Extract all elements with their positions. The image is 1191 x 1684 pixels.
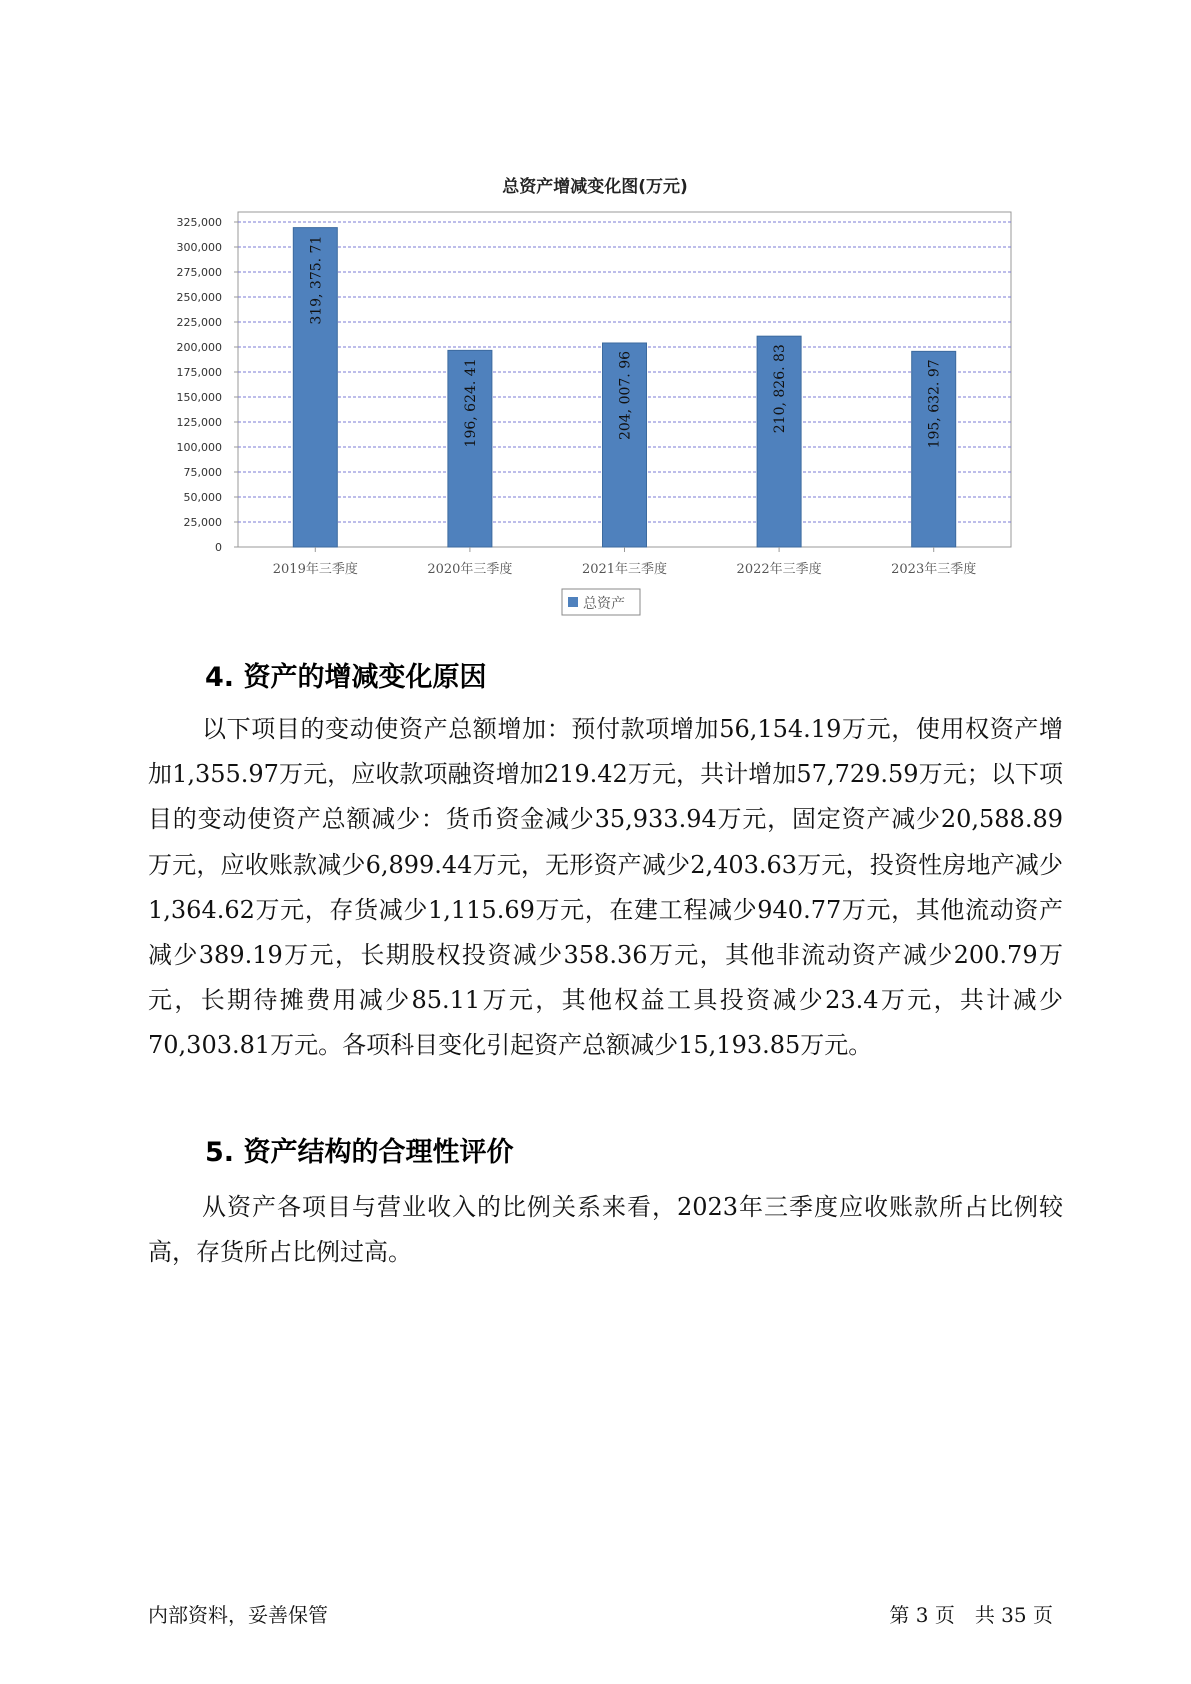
x-tick-label: 2023年三季度 [891,562,977,577]
bar-value-label: 195, 632. 97 [926,359,943,449]
y-tick-label: 300,000 [176,241,222,254]
section-heading: 4. 资产的增减变化原因 [205,662,487,693]
y-tick-label: 175,000 [176,366,222,379]
y-axis-ticks [177,216,239,554]
x-axis-ticks [273,547,976,577]
y-tick-label: 75,000 [183,466,222,479]
y-tick-label: 225,000 [176,316,222,329]
legend-swatch [568,597,578,607]
y-tick-label: 50,000 [183,491,222,504]
y-tick-label: 200,000 [176,341,222,354]
x-tick-label: 2021年三季度 [581,562,668,577]
bar-value-label: 319, 375. 71 [308,235,325,325]
x-tick-label: 2022年三季度 [736,562,822,577]
page-number: 第 3 页 共 35 页 [889,1603,1053,1627]
section-body: 从资产各项目与营业收入的比例关系来看，2023年三季度应收账款所占比例较高，存货所占比例过高。 [148,1193,1063,1267]
y-tick-label: 250,000 [176,291,222,304]
legend [562,589,640,615]
section-heading: 5. 资产结构的合理性评价 [205,1137,514,1168]
y-tick-label: 0 [215,541,222,554]
x-tick-label: 2019年三季度 [272,562,358,577]
y-tick-label: 125,000 [176,416,222,429]
bar-value-label: 196, 624. 41 [462,358,479,448]
y-tick-label: 325,000 [176,216,222,229]
total-assets-bar-chart [0,0,1191,640]
y-tick-label: 100,000 [176,441,222,454]
y-tick-label: 275,000 [176,266,222,279]
y-tick-label: 25,000 [183,516,222,529]
y-tick-label: 150,000 [176,391,222,404]
footer-confidential-note: 内部资料，妥善保管 [148,1603,328,1627]
legend-label: 总资产 [583,596,625,612]
bar-value-label: 204, 007. 96 [617,350,634,441]
bar-value-label: 210, 826. 83 [772,344,789,434]
chart-title: 总资产增减变化图(万元) [502,177,688,197]
section-body: 以下项目的变动使资产总额增加：预付款项增加56,154.19万元，使用权资产增加1,355.97万元，应收款项融资增加219.42万元，共计增加57,729.59万元；以下项目的变动使资产总额减少：货币资金减少35,933.94万元，固定资产减少20,588.89万元，应收账款减少6,899.44万元，无形资产减少2,403.63万元，投资性房地产减少1,364.62万元，存货减少1,115.69万元，在建工程减少940.77万元，其他流动资产减少389.19万元，长期股权投资减少358.36万元，其他非流动资产减少200.79万元，长期待摊费用减少85.11万元，其他权益工具投资减少23.4万元，共计减少70,303.81万元。各项科目变化引起资产总额减少15,193.85万元。 [148,715,1063,1060]
x-tick-label: 2020年三季度 [427,562,513,577]
